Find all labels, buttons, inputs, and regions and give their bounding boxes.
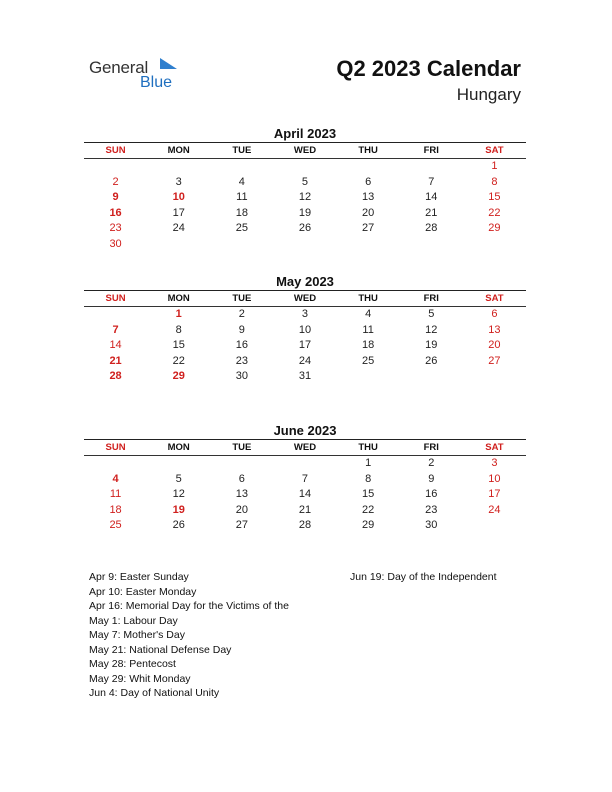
day-cell: 29 (362, 519, 375, 531)
day-cell: 11 (109, 488, 122, 500)
day-cell: 13 (488, 323, 501, 336)
day-cell: 6 (365, 175, 372, 188)
weekday-label: THU (358, 145, 378, 156)
month-title: June 2023 (273, 423, 337, 438)
day-cell (84, 456, 147, 472)
week-row (84, 369, 526, 385)
logo-triangle-icon (160, 58, 177, 69)
day-cell: 19 (298, 206, 312, 219)
day-cell: 25 (235, 222, 248, 234)
weekday-label: WED (293, 145, 317, 156)
weekday-label: FRI (423, 293, 439, 304)
holiday-item: Apr 10: Easter Monday (89, 585, 197, 598)
weekday-header (84, 439, 526, 456)
weekday-label: THU (358, 442, 378, 453)
day-cell: 9 (238, 323, 245, 336)
day-cell (273, 159, 336, 175)
day-cell: 2 (428, 457, 435, 469)
holiday-item: Jun 19: Day of the Independent (350, 571, 497, 583)
day-cell (84, 159, 147, 175)
week-row (84, 237, 526, 253)
weekday-label: SAT (485, 442, 504, 453)
day-cell: 29 (488, 222, 501, 234)
day-cell: 16 (235, 339, 248, 351)
page-title: Q2 2023 Calendar (336, 56, 521, 81)
weekday-label: SUN (105, 293, 126, 304)
day-cell: 19 (425, 339, 438, 351)
weekday-label: TUE (232, 293, 252, 304)
weekday-label: MON (167, 293, 190, 304)
week-row (84, 354, 526, 370)
day-cell (210, 159, 273, 175)
week-row (84, 175, 526, 191)
day-cell: 24 (172, 222, 185, 234)
day-cell: 8 (175, 323, 182, 336)
day-cell: 3 (491, 457, 498, 469)
day-cell: 30 (425, 519, 438, 531)
day-cell: 13 (362, 191, 375, 203)
day-cell: 5 (428, 308, 435, 320)
day-cell (337, 237, 400, 253)
holiday-item: May 28: Pentecost (89, 658, 176, 670)
day-cell: 11 (236, 191, 248, 203)
day-cell: 30 (235, 370, 248, 382)
day-cell (463, 369, 526, 385)
day-cell: 28 (425, 222, 438, 234)
day-cell: 27 (235, 519, 248, 531)
day-cell (400, 159, 463, 175)
day-cell: 16 (425, 488, 438, 500)
day-cell: 8 (365, 472, 372, 485)
week-row (84, 159, 526, 175)
week-row (84, 487, 526, 503)
month-june (84, 422, 526, 534)
weekday-label: THU (358, 293, 378, 304)
day-cell: 17 (172, 206, 185, 219)
day-cell: 7 (112, 323, 119, 336)
day-cell: 22 (488, 206, 501, 219)
day-cell: 14 (298, 488, 312, 500)
day-cell: 7 (428, 175, 435, 188)
holiday-item: Jun 4: Day of National Unity (89, 687, 220, 699)
weekday-label: SAT (485, 293, 504, 304)
day-cell: 18 (235, 206, 248, 219)
day-cell: 3 (301, 308, 309, 320)
day-cell: 24 (488, 503, 501, 516)
day-cell (147, 456, 210, 472)
day-cell: 27 (488, 354, 501, 367)
logo-text-general: General (89, 58, 149, 77)
day-cell: 11 (362, 323, 374, 336)
day-cell: 16 (109, 206, 122, 219)
country-name: Hungary (456, 85, 521, 104)
holiday-item: May 21: National Defense Day (89, 643, 232, 656)
day-cell (210, 456, 273, 472)
day-cell: 7 (301, 472, 309, 485)
day-cell: 23 (425, 503, 438, 516)
week-row (84, 503, 526, 519)
day-cell: 22 (172, 354, 185, 367)
week-row (84, 323, 526, 339)
day-cell (463, 518, 526, 534)
logo-text-blue: Blue (140, 74, 173, 91)
week-row (84, 456, 526, 472)
day-cell: 25 (362, 354, 375, 367)
day-cell: 1 (175, 308, 182, 320)
day-cell: 10 (172, 191, 185, 203)
day-cell: 20 (362, 206, 375, 219)
weekday-label: FRI (423, 442, 439, 453)
day-cell: 3 (175, 175, 182, 188)
week-row (84, 307, 526, 323)
day-cell (273, 456, 336, 472)
day-cell: 31 (298, 370, 312, 382)
weekday-label: SUN (105, 145, 126, 156)
month-title: April 2023 (273, 126, 337, 141)
day-cell: 12 (172, 488, 185, 500)
day-cell: 23 (235, 354, 248, 367)
weekday-label: SAT (485, 145, 504, 156)
day-cell: 20 (235, 503, 248, 516)
day-cell: 18 (109, 503, 122, 516)
weekday-label: FRI (423, 145, 439, 156)
day-cell: 20 (488, 339, 501, 351)
day-cell: 5 (175, 472, 182, 485)
day-cell: 2 (112, 175, 119, 188)
day-cell: 28 (298, 519, 312, 531)
day-cell: 4 (238, 175, 245, 188)
holiday-list-right (350, 570, 497, 585)
weekday-label: WED (293, 293, 317, 304)
day-cell: 25 (109, 519, 122, 531)
weekday-label: SUN (105, 442, 126, 453)
day-cell (84, 307, 147, 323)
day-cell: 26 (172, 519, 185, 531)
day-cell: 21 (298, 503, 312, 516)
day-cell: 5 (301, 175, 309, 188)
weekday-label: MON (167, 145, 190, 156)
day-cell: 22 (362, 503, 375, 516)
day-cell: 24 (298, 354, 312, 367)
month-april (84, 125, 526, 252)
day-cell: 29 (172, 370, 185, 382)
holiday-item: May 29: Whit Monday (89, 672, 191, 685)
day-cell: 27 (362, 222, 375, 234)
week-row (84, 221, 526, 237)
day-cell: 13 (235, 488, 248, 500)
weekday-label: WED (293, 442, 317, 453)
week-row (84, 518, 526, 534)
day-cell: 26 (425, 354, 438, 367)
day-cell: 18 (362, 339, 375, 351)
weekday-header (84, 290, 526, 307)
day-cell: 4 (365, 308, 372, 320)
day-cell: 10 (298, 323, 312, 336)
generalblue-logo (89, 56, 189, 96)
holiday-item: Apr 9: Easter Sunday (89, 571, 189, 583)
day-cell: 9 (112, 191, 119, 203)
holiday-item: Apr 16: Memorial Day for the Victims of the (89, 600, 289, 612)
day-cell: 21 (425, 206, 438, 219)
day-cell: 8 (491, 175, 498, 188)
day-cell: 26 (298, 222, 312, 234)
day-cell (337, 159, 400, 175)
holiday-list-left (89, 570, 289, 701)
day-cell: 14 (109, 339, 122, 351)
day-cell: 10 (488, 472, 501, 485)
day-cell: 15 (488, 191, 501, 203)
day-cell (210, 237, 273, 253)
day-cell: 12 (425, 323, 438, 336)
day-cell: 23 (109, 222, 122, 234)
day-cell (463, 237, 526, 253)
day-cell: 17 (298, 339, 312, 351)
holiday-item: May 1: Labour Day (89, 614, 178, 627)
day-cell: 2 (238, 308, 245, 320)
day-cell (400, 369, 463, 385)
week-row (84, 206, 526, 222)
weekday-label: TUE (232, 145, 252, 156)
day-cell: 6 (238, 472, 245, 485)
day-cell: 28 (109, 370, 122, 382)
day-cell: 12 (298, 191, 312, 203)
weekday-label: TUE (232, 442, 252, 453)
day-cell: 6 (491, 308, 498, 320)
day-cell (147, 159, 210, 175)
week-row (84, 190, 526, 206)
month-may (84, 273, 526, 385)
holiday-item: May 7: Mother's Day (89, 629, 185, 641)
week-row (84, 338, 526, 354)
day-cell (273, 237, 336, 253)
weekday-header (84, 142, 526, 159)
day-cell: 1 (491, 160, 498, 172)
day-cell: 9 (428, 472, 435, 485)
day-cell: 30 (109, 237, 122, 250)
day-cell (147, 237, 210, 253)
month-title: May 2023 (276, 274, 334, 289)
day-cell: 15 (362, 488, 375, 500)
day-cell: 4 (112, 472, 119, 485)
day-cell: 19 (172, 503, 185, 516)
day-cell: 15 (172, 339, 185, 351)
day-cell: 17 (488, 488, 501, 500)
day-cell: 21 (109, 354, 122, 367)
day-cell (337, 369, 400, 385)
weekday-label: MON (167, 442, 190, 453)
day-cell: 1 (365, 457, 372, 469)
week-row (84, 472, 526, 488)
day-cell: 14 (425, 191, 438, 203)
day-cell (400, 237, 463, 253)
